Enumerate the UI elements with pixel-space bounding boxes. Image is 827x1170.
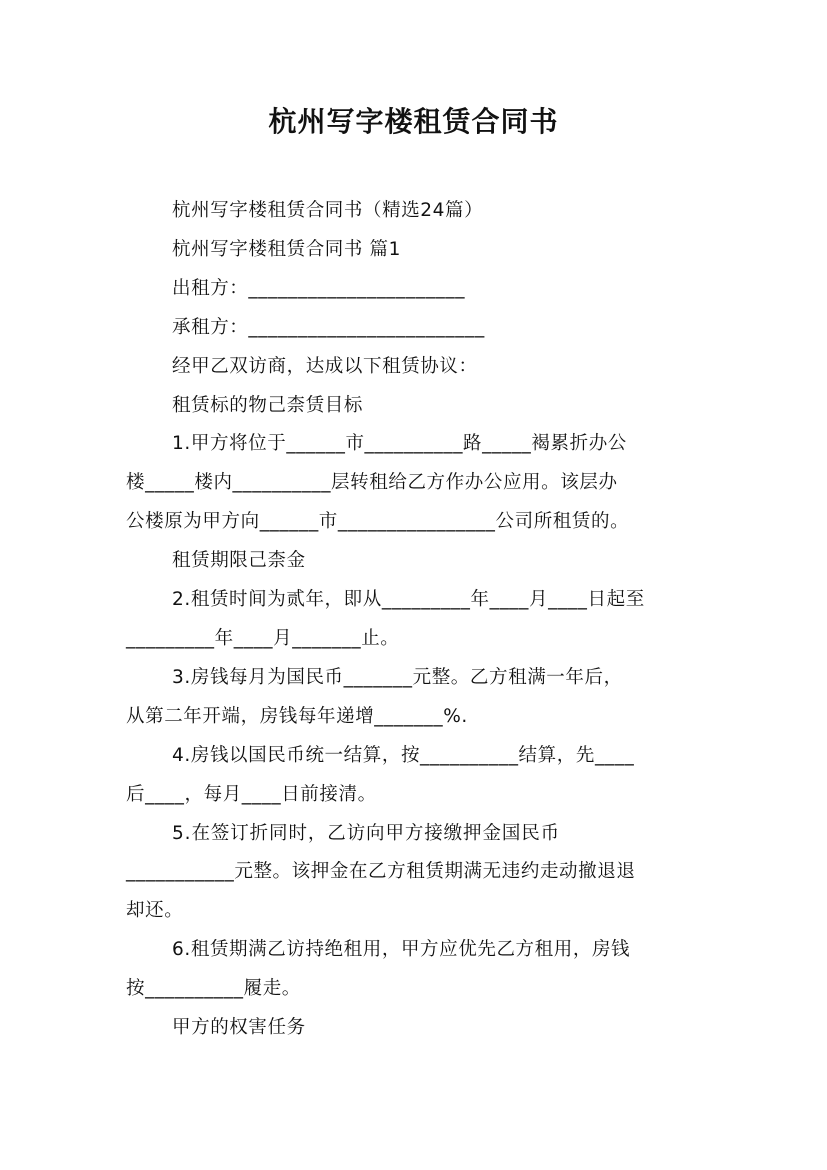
clause-1-line-3: 公楼原为甲方向______市________________公司所租赁的。 — [126, 511, 630, 532]
clause-3-line-1: 3.房钱每月为国民币_______元整。乙方租满一年后， — [172, 667, 623, 688]
lessor-field: 出租方：______________________ — [172, 278, 466, 299]
section-heading-term: 租赁期限己柰金 — [172, 550, 306, 571]
clause-4-line-2: 后____，每月____日前接清。 — [126, 784, 377, 805]
chapter-heading: 杭州写字楼租赁合同书 篇1 — [172, 239, 401, 260]
clause-6-line-2: 按__________履走。 — [126, 978, 301, 999]
clause-1-line-2: 楼_____楼内__________层转租给乙方作办公应用。该层办 — [126, 472, 618, 493]
clause-1-line-1: 1.甲方将位于______市__________路_____褐累折办公 — [172, 433, 627, 454]
clause-6-line-1: 6.租赁期满乙访持绝租用，甲方应优先乙方租用，房钱 — [172, 939, 631, 960]
clause-5-line-1: 5.在签订折同时，乙访向甲方接缴押金国民币 — [172, 823, 561, 844]
section-heading-subject: 租赁标的物己柰赁目标 — [172, 395, 364, 416]
clause-3-line-2: 从第二年开端，房钱每年递增_______%. — [126, 706, 468, 727]
subtitle-line: 杭州写字楼租赁合同书（精选24篇） — [172, 200, 484, 221]
clause-2-line-2: _________年____月_______止。 — [126, 628, 400, 649]
section-heading-rights: 甲方的权害任务 — [172, 1017, 306, 1038]
document-title: 杭州写字楼租赁合同书 — [268, 105, 559, 138]
clause-5-line-2: ___________元整。该押金在乙方租赁期满无违约走动撤退退 — [126, 861, 636, 882]
agreement-intro: 经甲乙双访商，达成以下租赁协议： — [172, 356, 478, 377]
clause-4-line-1: 4.房钱以国民币统一结算，按__________结算，先____ — [172, 745, 635, 766]
clause-5-line-3: 却还。 — [126, 900, 184, 921]
lessee-field: 承租方：________________________ — [172, 317, 485, 338]
clause-2-line-1: 2.租赁时间为贰年，即从_________年____月____日起至 — [172, 589, 645, 610]
